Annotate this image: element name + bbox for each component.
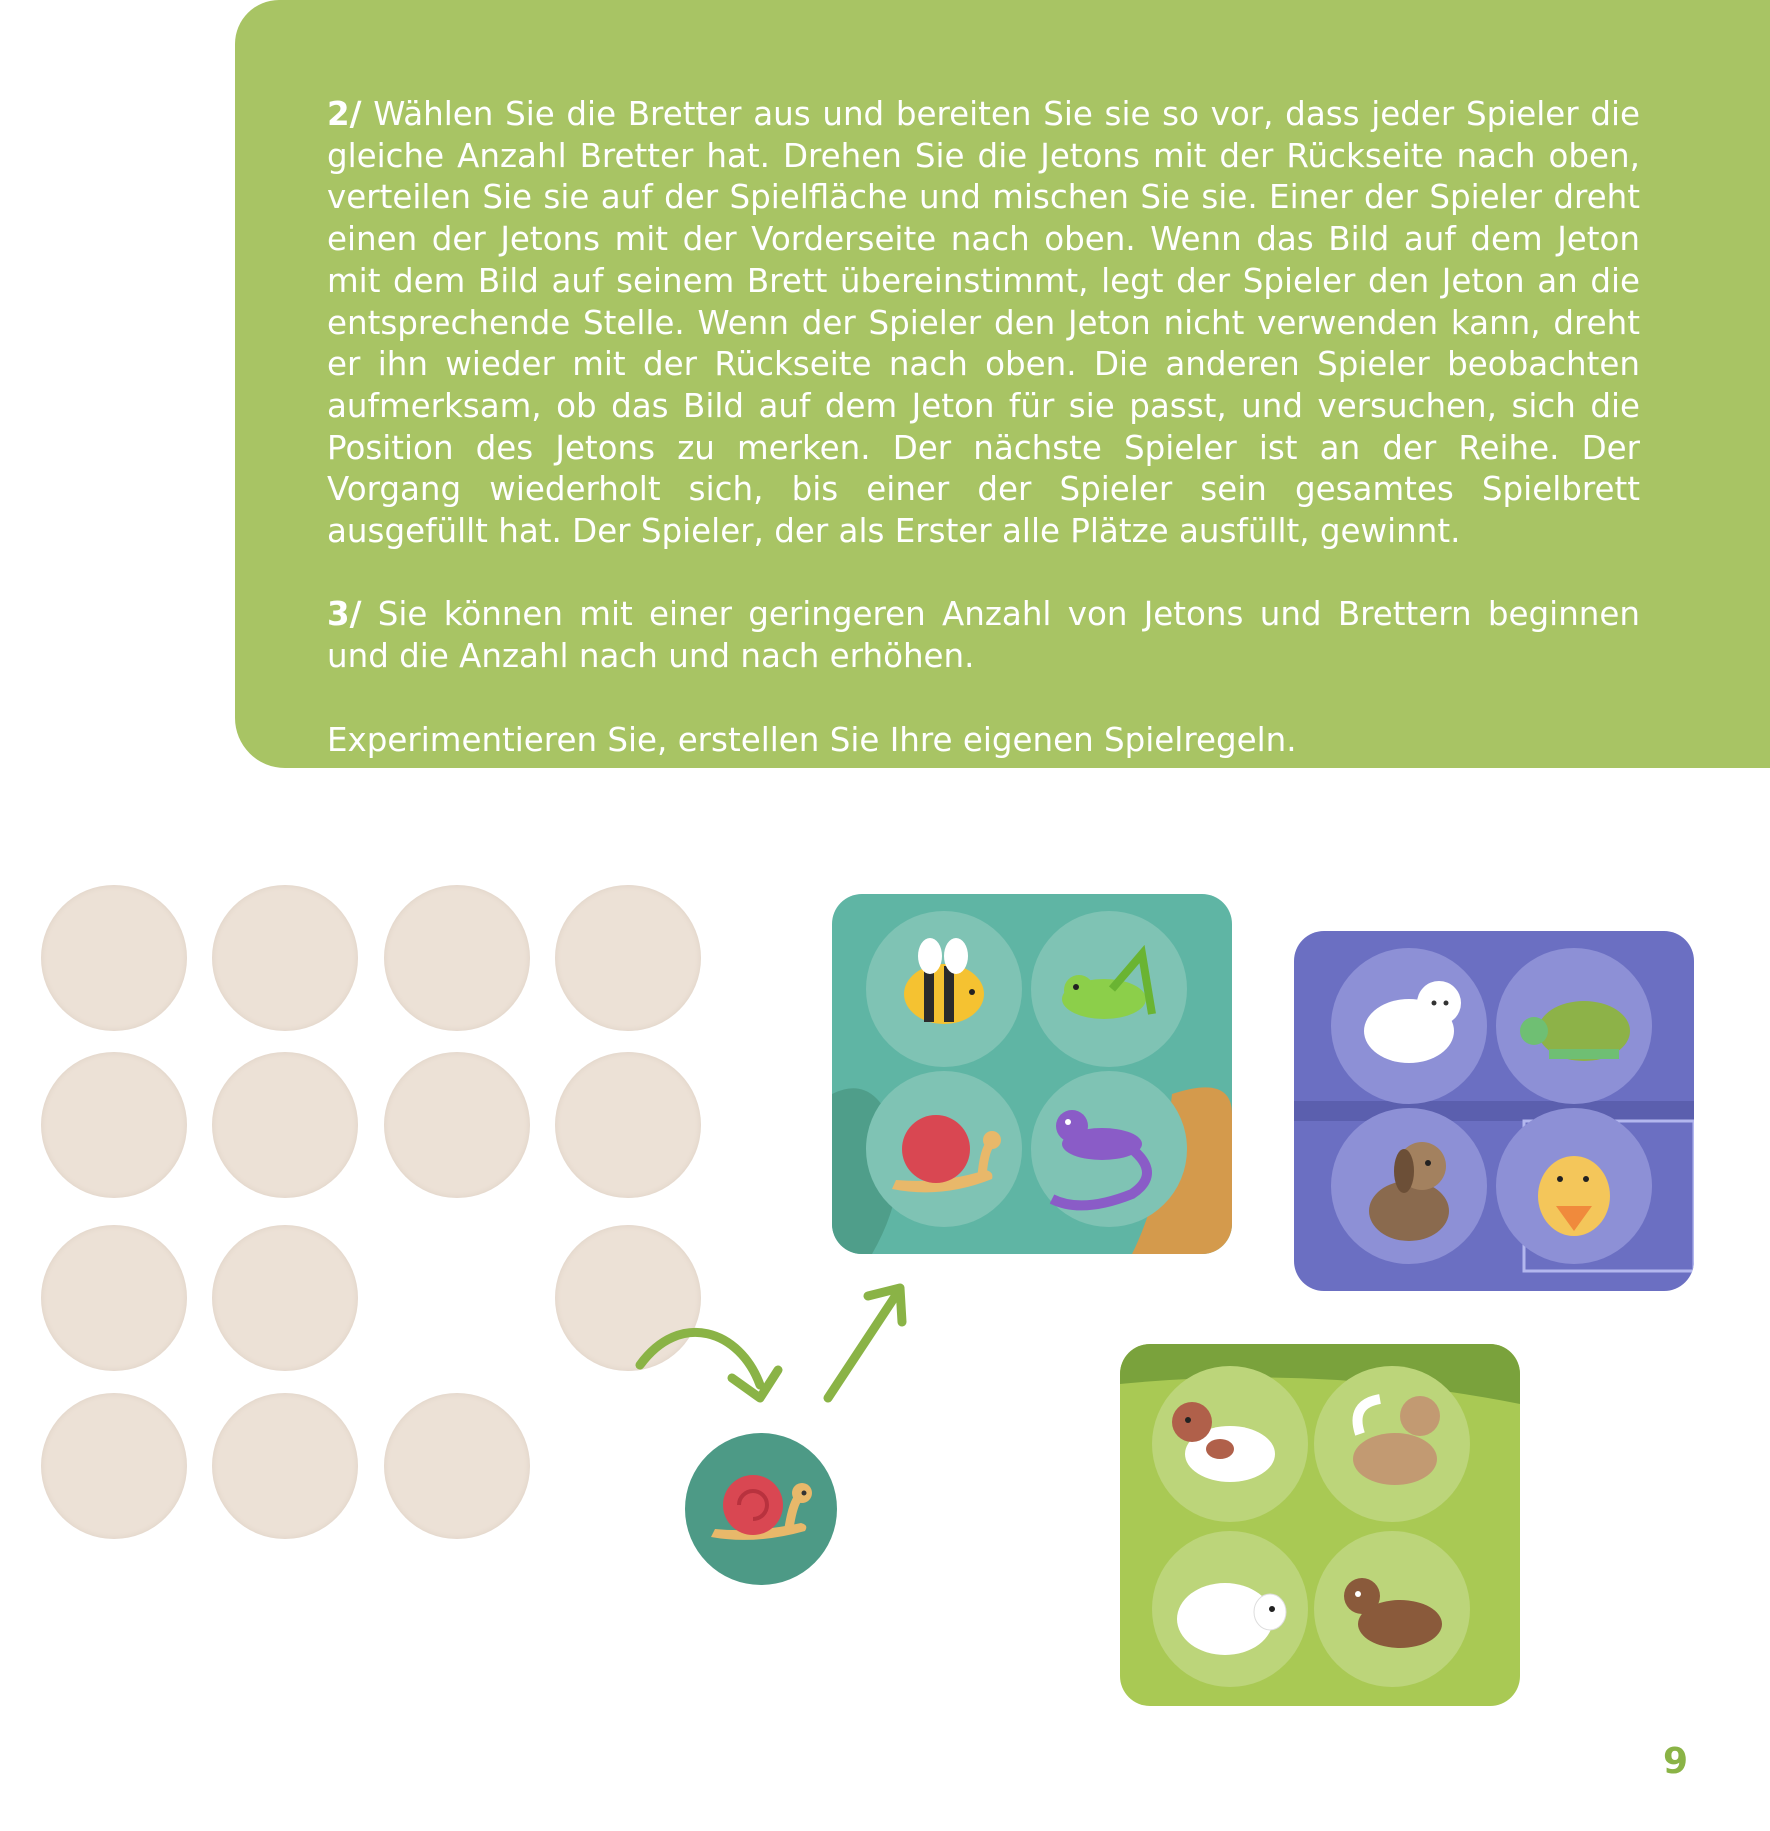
token-back[interactable] — [384, 1393, 530, 1539]
token-back[interactable] — [41, 885, 187, 1031]
token-back[interactable] — [212, 1052, 358, 1198]
step-text: Sie können mit einer geringeren Anzahl von Jetons und Brettern beginnen und die Anzahl nach und nach erhöhen. — [327, 595, 1640, 676]
token-back[interactable] — [212, 885, 358, 1031]
token-back[interactable] — [384, 1052, 530, 1198]
step-number: 2/ — [327, 95, 362, 133]
step-text: Wählen Sie die Bretter aus und bereiten Sie sie so vor, dass jeder Spieler die gleiche Anzahl Bretter hat. Drehen Sie die Jetons mit der Rückseite nach oben, verteilen Sie sie auf der Spielfläche und mischen Sie sie. Einer der Spieler dreht einen der Jetons mit der Vorderseite nach oben. Wenn das Bild auf dem Jeton mit dem Bild auf seinem Brett übereinstimmt, legt der Spieler den Jeton an die entsprechende Stelle. Wenn der Spieler den Jeton nicht verwenden kann, dreht er ihn wieder mit der Rückseite nach oben. Die anderen Spieler beobachten aufmerksam, ob das Bild auf dem Jeton für sie passt, und versuchen, sich die Position des Jetons zu merken. Der nächste Spieler ist an der Reihe. Der Vorgang wiederholt sich, bis einer der Spieler sein gesamtes Spielbrett ausgefüllt hat. Der Spieler, der als Erster alle Plätze ausfüllt, gewinnt. — [327, 95, 1640, 551]
page-number: 9 — [1663, 1741, 1689, 1782]
flip-arrows — [620, 1270, 920, 1430]
snail-token[interactable] — [685, 1433, 837, 1585]
board-pets[interactable] — [1294, 931, 1694, 1291]
step-number: 3/ — [327, 595, 362, 634]
straight-arrow-icon — [828, 1292, 898, 1398]
curved-arrow-icon — [640, 1332, 760, 1385]
board-farm[interactable] — [1120, 1344, 1520, 1706]
token-back[interactable] — [41, 1225, 187, 1371]
hamster-icon — [1538, 1156, 1610, 1236]
token-back[interactable] — [212, 1393, 358, 1539]
closing-line: Experimentieren Sie, erstellen Sie Ihre eigenen Spielregeln. — [327, 720, 1297, 759]
board-garden[interactable] — [832, 894, 1232, 1254]
token-back[interactable] — [41, 1393, 187, 1539]
token-back[interactable] — [212, 1225, 358, 1371]
token-back[interactable] — [384, 885, 530, 1031]
token-back[interactable] — [41, 1052, 187, 1198]
token-back[interactable] — [555, 1052, 701, 1198]
token-back[interactable] — [555, 885, 701, 1031]
